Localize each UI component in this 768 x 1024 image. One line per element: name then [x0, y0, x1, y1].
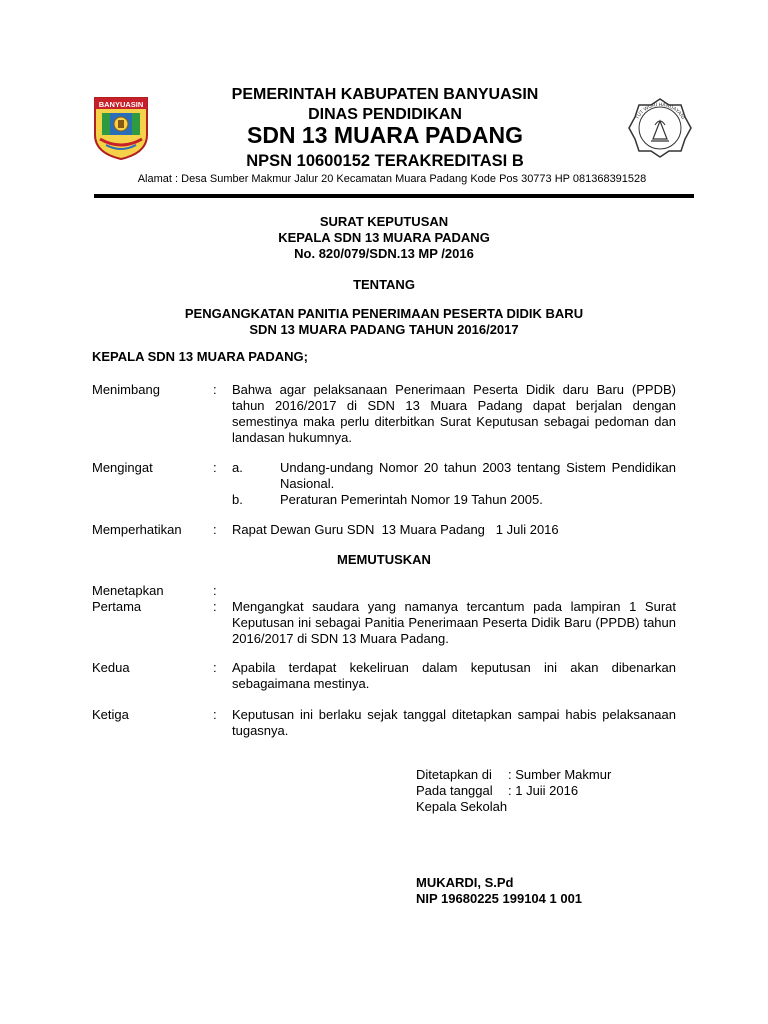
- school-npsn: NPSN 10600152 TERAKREDITASI B: [246, 152, 524, 170]
- decree-issuer: KEPALA SDN 13 MUARA PADANG: [278, 230, 490, 245]
- list-item: [232, 460, 676, 492]
- list-item: [232, 492, 676, 508]
- government-name: PEMERINTAH KABUPATEN BANYUASIN: [231, 86, 539, 103]
- school-name: SDN 13 MUARA PADANG: [246, 122, 524, 148]
- date-label: Pada tanggal: [416, 783, 493, 798]
- place-label: Ditetapkan di: [416, 767, 492, 782]
- section-label: Menetapkan: [92, 583, 164, 598]
- section-colon: :: [213, 382, 217, 397]
- tut-wuri-handayani-icon: [625, 95, 695, 161]
- date-value: : 1 Juii 2016: [508, 783, 579, 798]
- section-colon: :: [213, 707, 217, 722]
- decree-subject-line1: PENGANGKATAN PANITIA PENERIMAAN PESERTA DIDIK BARU: [184, 306, 584, 321]
- section-label: Memperhatikan: [92, 522, 182, 537]
- section-text: Keputusan ini berlaku sejak tanggal ditetapkan sampai habis pelaksanaan tugasnya.: [232, 707, 676, 738]
- section-label: Kedua: [92, 660, 130, 675]
- section-label: Ketiga: [92, 707, 129, 722]
- tentang-heading: TENTANG: [353, 277, 415, 292]
- section-colon: :: [213, 460, 217, 475]
- section-colon: :: [213, 660, 217, 675]
- section-text: Apabila terdapat kekeliruan dalam keputusan ini akan dibenarkan sebagaimana mestinya.: [232, 660, 676, 691]
- signature-place: [416, 767, 611, 783]
- section-label: Menimbang: [92, 382, 160, 397]
- decree-subject-line2: SDN 13 MUARA PADANG TAHUN 2016/2017: [249, 322, 519, 337]
- list-marker: a.: [232, 460, 243, 475]
- section-colon: :: [213, 583, 217, 598]
- signer-role: Kepala Sekolah: [416, 799, 508, 814]
- list-item-text: Peraturan Pemerintah Nomor 19 Tahun 2005.: [280, 492, 543, 507]
- section-colon: :: [213, 522, 217, 537]
- emblem-label: BANYUASIN: [98, 100, 144, 109]
- section-text: Rapat Dewan Guru SDN 13 Muara Padang 1 Juli 2016: [232, 522, 559, 537]
- department-name: DINAS PENDIDIKAN: [308, 106, 462, 123]
- section-colon: :: [213, 599, 217, 614]
- signer-name: MUKARDI, S.Pd: [416, 875, 514, 890]
- place-value: : Sumber Makmur: [508, 767, 612, 782]
- list-marker: b.: [232, 492, 243, 507]
- letterhead-divider: [94, 194, 694, 198]
- signer-nip: NIP 19680225 199104 1 001: [416, 891, 583, 906]
- issuer-heading: KEPALA SDN 13 MUARA PADANG;: [92, 349, 308, 364]
- motto-text: TUT WURI HANDAYANI: [634, 101, 686, 121]
- section-label: Pertama: [92, 599, 142, 614]
- list-item-text: Undang-undang Nomor 20 tahun 2003 tentang Sistem Pendidikan Nasional.: [280, 460, 676, 491]
- section-text: Mengangkat saudara yang namanya tercantum pada lampiran 1 Surat Keputusan ini sebagai Panitia Penerimaan Peserta Didik Baru (PPDB) tahun 2016/2017 di SDN 13 Muara Padang.: [232, 599, 676, 646]
- memutuskan-heading: MEMUTUSKAN: [337, 552, 431, 567]
- decree-title: SURAT KEPUTUSAN: [319, 214, 449, 229]
- school-address: Alamat : Desa Sumber Makmur Jalur 20 Kecamatan Muara Padang Kode Pos 30773 HP 081368391528: [137, 173, 647, 185]
- section-list: [232, 460, 676, 508]
- signature-date: [416, 783, 578, 799]
- section-text: Bahwa agar pelaksanaan Penerimaan Peserta Didik daru Baru (PPDB) tahun 2016/2017 di SDN 13 Muara Padang dapat berjalan dengan semestinya maka perlu diterbitkan Surat Keputusan sebagai pedoman dan landasan hukumnya.: [232, 382, 676, 445]
- regency-emblem-icon: [92, 95, 150, 161]
- section-label: Mengingat: [92, 460, 153, 475]
- decree-number: No. 820/079/SDN.13 MP /2016: [294, 246, 474, 261]
